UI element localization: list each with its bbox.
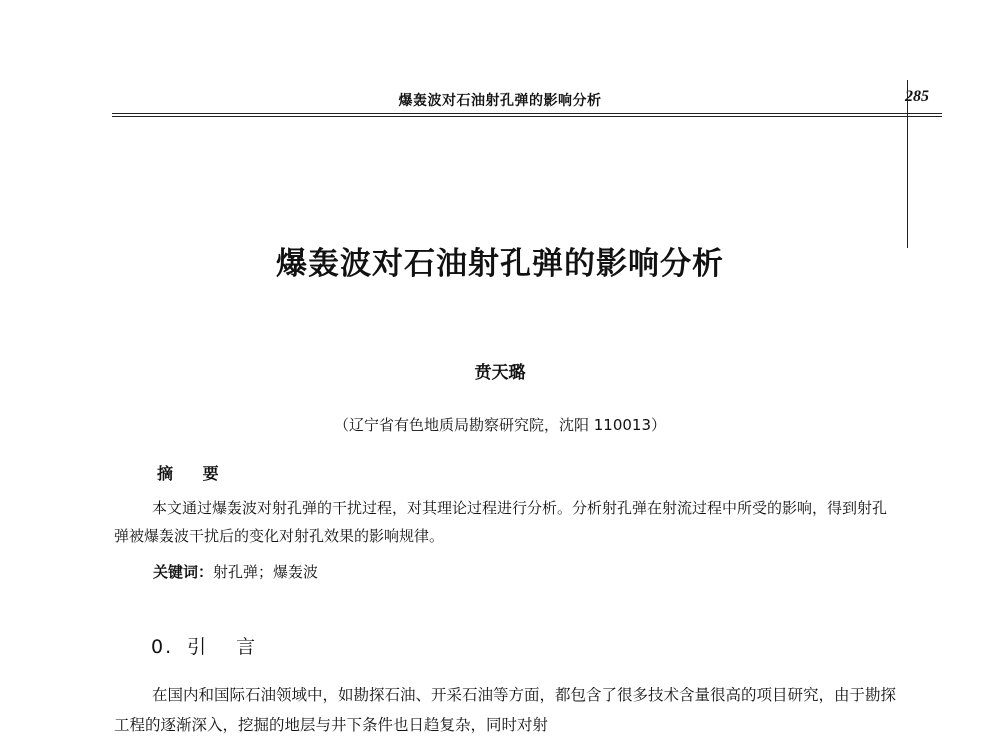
author-name: 贲天璐: [474, 363, 526, 383]
page-number: 285: [905, 88, 929, 105]
running-title: 爆轰波对石油射孔弹的影响分析: [398, 93, 602, 109]
keywords-label: 关键词：: [153, 563, 214, 581]
section-heading: [151, 632, 267, 659]
header-rule-upper: [112, 113, 942, 114]
abstract-heading: 摘 要: [157, 464, 231, 483]
abstract-body: 本文通过爆轰波对射孔弹的干扰过程，对其理论过程进行分析。分析射孔弹在射流过程中所受的影响，得到射孔弹被爆轰波干扰后的变化对射孔效果的影响规律。: [114, 499, 888, 545]
section-title: 引 言: [187, 636, 268, 658]
header-rule: [112, 116, 942, 117]
keywords: [153, 561, 318, 582]
author-affiliation: （辽宁省有色地质局勘察研究院，沈阳 110013）: [333, 416, 667, 434]
paper-title: 爆轰波对石油射孔弹的影响分析: [276, 246, 724, 282]
section-number: 0.: [151, 636, 174, 658]
keywords-value: 射孔弹；爆轰波: [213, 563, 319, 581]
margin-rule: [907, 80, 908, 248]
introduction-body: 在国内和国际石油领域中，如勘探石油、开采石油等方面，都包含了很多技术含量很高的项目研究，由于勘探工程的逐渐深入，挖掘的地层与井下条件也日趋复杂，同时对射: [114, 686, 897, 734]
